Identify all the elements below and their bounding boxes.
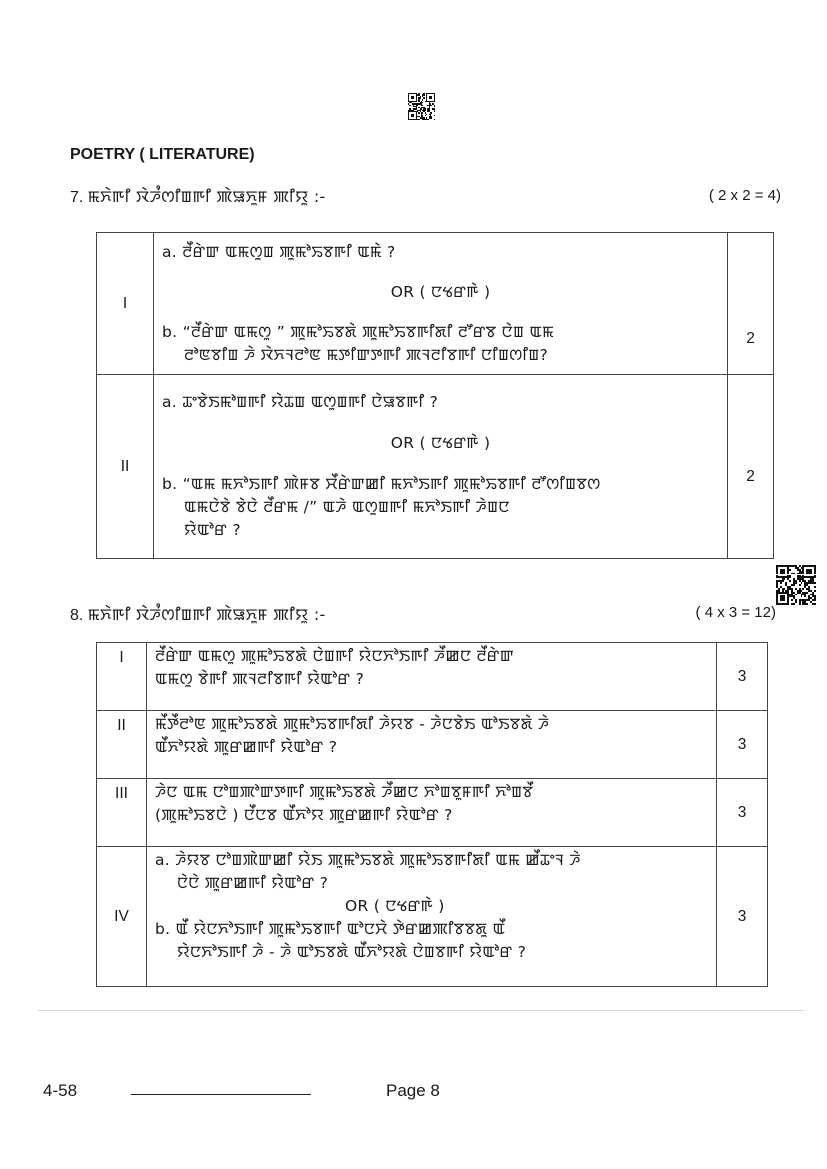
option-b-line3: ꯌꯥꯑꯣꯔ ? [184,521,241,539]
question-instruction: ꯃꯈꯥꯒꯤ ꯋꯥꯍꯪꯁꯤꯡꯒꯤ ꯄꯥꯎꯈꯨꯝ ꯄꯤꯌꯨ :- [87,605,326,624]
marks-value: 3 [717,643,768,711]
marks-cell [728,375,774,559]
or-separator: OR ( ꯅꯠꯔꯒꯥ ) [390,434,491,452]
question-cell [147,711,717,779]
question-line1: ꯍꯥꯅ ꯑꯃ ꯅꯣꯡꯄꯣꯛꯇꯒꯤ ꯄꯨꯃꯣꯢꯕꯗꯥ ꯍꯩꯀꯅ ꯈꯣꯡꯕꯨꯝꯒꯤ ꯈꯣꯡꯕꯩ [155,783,534,801]
question-line1: ꯂꯩꯔꯥꯛ ꯑꯃꯁꯨ ꯄꯨꯃꯣꯢꯕꯗꯥ ꯅꯥꯡꯒꯤ ꯌꯥꯅꯈꯣꯏꯒꯤ ꯍꯩꯀꯅ ꯂꯩꯔꯥꯛ [155,647,514,665]
row-number: III [97,779,147,847]
paper-code: 4-58 [43,1081,78,1100]
question-8-marks: ( 4 x 3 = 12) [695,604,776,621]
section-title: POETRY ( LITERATURE) [70,146,255,163]
row-number: I [97,643,147,711]
option-b-line2: ꯌꯥꯅꯈꯣꯏꯒꯤ ꯍꯥ - ꯍꯥ ꯑꯣꯏꯕꯗꯥ ꯑꯩꯈꯣꯌꯗꯥ ꯅꯥꯡꯕꯒꯤ ꯌꯥꯑꯣꯔ ? [177,943,527,961]
qr-code-icon [408,93,435,120]
marks-value: 2 [746,329,755,347]
question-8-header [70,604,326,626]
question-line1: ꯃꯩꯇꯩꯂꯣꯟ ꯄꯨꯃꯣꯢꯕꯗꯥ ꯄꯨꯃꯣꯢꯕꯒꯤꯗꯤ ꯍꯥꯌꯕ - ꯍꯥꯅꯕꯥꯏ ꯑꯣꯏꯕꯗꯥ ꯍꯥ [155,715,550,733]
option-b-line1: b. “ꯂꯩꯔꯥꯛ ꯑꯃꯁꯨ ” ꯄꯨꯃꯣꯢꯕꯗꯥ ꯄꯨꯃꯣꯢꯕꯒꯤꯗꯤ ꯂꯧꯔꯕ ꯅꯥꯡ ꯑꯃ [162,322,555,341]
option-b [162,473,719,542]
qr-code-icon [776,565,816,605]
option-b-line2: ꯑꯃꯅꯥꯕꯥ ꯕꯥꯅꯥ ꯂꯩꯔꯃ /” ꯑꯍꯥ ꯑꯁꯨꯡꯒꯤ ꯃꯈꯣꯏꯒꯤ ꯍꯥꯡꯅ [184,498,510,516]
footer-rule [131,1094,311,1095]
question-cell [154,233,728,375]
row-number: II [97,711,147,779]
table-row [97,643,768,711]
option-b-line1: b. “ꯑꯃ ꯃꯈꯣꯏꯒꯤ ꯄꯥꯝꯕ ꯆꯩꯔꯥꯛꯀꯤ ꯃꯈꯣꯏꯒꯤ ꯄꯨꯃꯣꯢꯕꯒꯤ ꯂꯧꯁꯤꯡꯕꯁ [162,475,601,493]
question-line2: (ꯄꯨꯃꯣꯢꯕꯅꯥ ) ꯅꯩꯅꯕ ꯑꯩꯈꯣꯌ ꯄꯨꯔꯀꯒꯤ ꯌꯥꯑꯣꯔ ? [155,806,453,824]
or-separator: OR ( ꯅꯠꯔꯒꯥ ) [390,282,491,301]
table-row [97,233,774,375]
option-a-line2: ꯅꯥꯅꯥ ꯄꯨꯔꯀꯒꯤ ꯌꯥꯑꯣꯔ ? [177,874,329,892]
question-line2: ꯑꯩꯈꯣꯌꯗꯥ ꯄꯨꯔꯀꯒꯤ ꯌꯥꯑꯣꯔ ? [155,738,338,756]
question-number: 7. [70,189,84,206]
option-a: a. ꯂꯩꯔꯥꯛ ꯑꯃꯁꯨꯡ ꯄꯨꯃꯣꯢꯕꯒꯤ ꯑꯃꯥ ? [162,242,396,261]
table-row [97,375,774,559]
question-cell [154,375,728,559]
row-number: IV [97,847,147,987]
marks-cell [728,233,774,375]
marks-value: 3 [717,779,768,847]
question-number: 8. [70,607,84,624]
option-b [162,321,719,367]
question-cell [147,643,717,711]
option-a-line1: a. ꯍꯥꯌꯕ ꯅꯣꯡꯄꯥꯛꯀꯤ ꯌꯥꯏ ꯄꯨꯃꯣꯢꯕꯗꯥ ꯄꯨꯃꯣꯢꯕꯒꯤꯗꯤ ꯑꯃ ꯀꯩꯊꯦꯜ ꯍꯥ [155,851,581,869]
table-row [97,847,768,987]
question-7-table [96,232,774,559]
question-instruction: ꯃꯈꯥꯒꯤ ꯋꯥꯍꯪꯁꯤꯡꯒꯤ ꯄꯥꯎꯈꯨꯝ ꯄꯤꯌꯨ :- [87,187,326,206]
option-b-line1: b. ꯑꯩ ꯌꯥꯅꯈꯣꯏꯒꯤ ꯄꯨꯃꯣꯢꯕꯒꯤ ꯑꯣꯅꯆꯥ ꯇꯥꯔꯀꯄꯤꯕꯕꯗꯨ ꯑꯩ [155,920,506,938]
marks-value: 2 [746,467,755,485]
question-cell [147,779,717,847]
marks-value: 3 [717,711,768,779]
option-a: a. ꯊꯦꯕꯥꯏꯃꯣꯡꯒꯤ ꯌꯥꯊꯡ ꯑꯁꯨꯡꯒꯤ ꯅꯥꯎꯕꯒꯤ ? [162,393,439,411]
or-separator: OR ( ꯅꯠꯔꯒꯥ ) [345,897,445,915]
page-number: Page 8 [386,1081,440,1100]
page-divider [38,1010,804,1011]
row-number: II [97,375,154,559]
question-line2: ꯑꯃꯁꯨ ꯕꯥꯒꯤ ꯄꯜꯂꯤꯕꯒꯤ ꯌꯥꯑꯣꯔ ? [155,670,365,688]
marks-value: 3 [717,847,768,987]
question-7-marks: ( 2 x 2 = 4) [708,187,781,204]
table-row [97,779,768,847]
question-cell [147,847,717,987]
question-7-header [70,186,326,208]
row-number: I [97,233,154,375]
option-b-line2: ꯂꯣꯟꯕꯤꯡ ꯍꯥ ꯋꯥꯈꯜꯂꯣꯟ ꯃꯇꯤꯛꯇꯒꯤ ꯄꯜꯂꯤꯕꯒꯤ ꯅꯤꯡꯁꯤꯡ? [184,345,548,364]
question-8-table [96,642,768,987]
table-row [97,711,768,779]
